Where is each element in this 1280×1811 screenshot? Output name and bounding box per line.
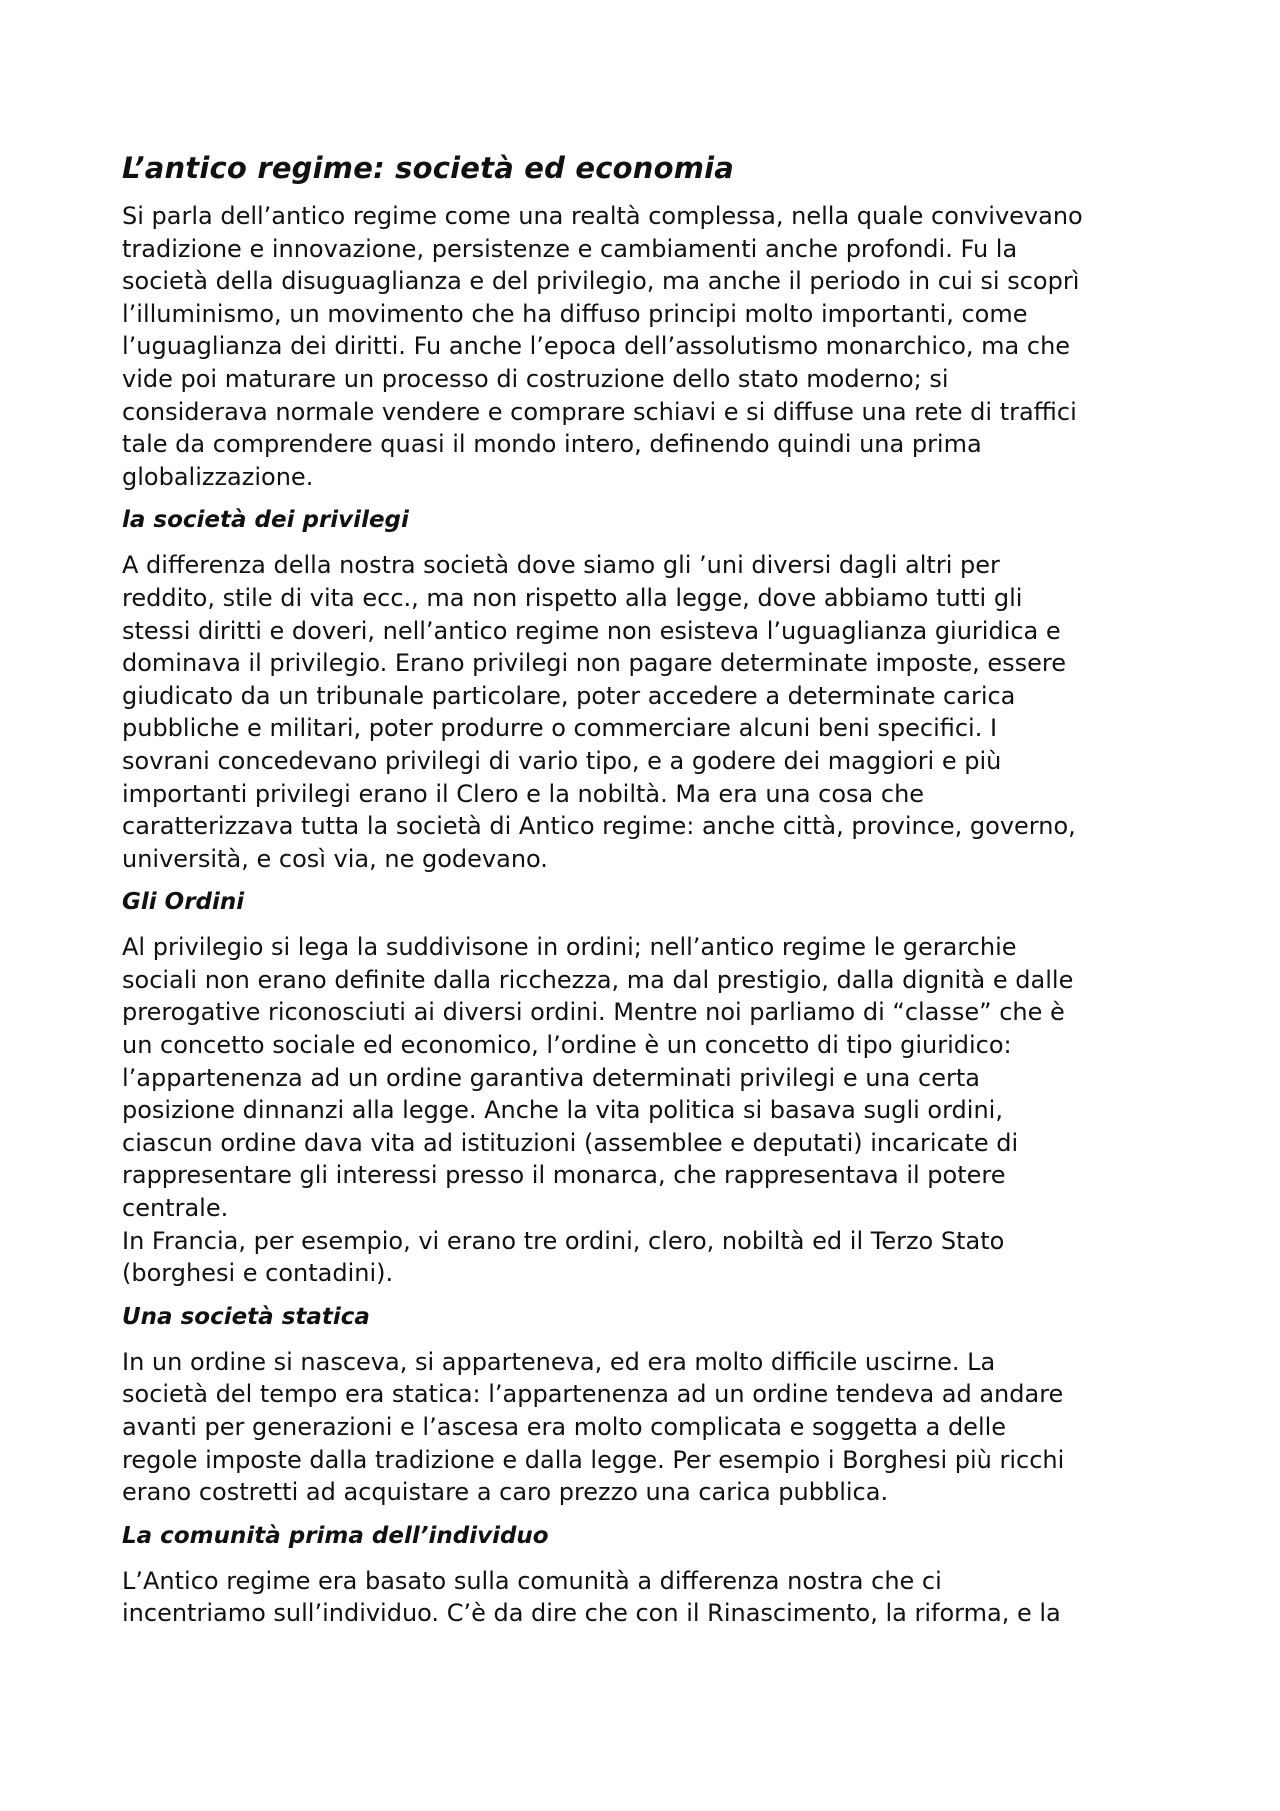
text-line: pubbliche e militari, poter produrre o commerciare alcuni beni specifici. I: [122, 714, 998, 743]
text-line: giudicato da un tribunale particolare, poter accedere a determinate carica: [122, 681, 1016, 710]
text-line: università, e così via, ne godevano.: [122, 844, 548, 873]
section-heading-statica: Una società statica: [122, 1303, 370, 1330]
intro-paragraph: [122, 200, 1172, 493]
text-line: L’Antico regime era basato sulla comunità a differenza nostra che ci: [122, 1566, 942, 1595]
text-line: centrale.: [122, 1194, 229, 1223]
document-page: [122, 148, 1172, 1641]
section-heading-privilegi: la società dei privilegi: [122, 507, 409, 534]
text-line: erano costretti ad acquistare a caro prezzo una carica pubblica.: [122, 1478, 889, 1507]
section-paragraph: [122, 1565, 1172, 1630]
text-line: avanti per generazioni e l’ascesa era molto complicata e soggetta a delle: [122, 1413, 1007, 1441]
text-line: reddito, stile di vita ecc., ma non rispetto alla legge, dove abbiamo tutti gli: [122, 583, 1023, 612]
text-line: sovrani concedevano privilegi di vario tipo, e a godere dei maggiori e più: [122, 746, 1002, 775]
text-line: tradizione e innovazione, persistenze e cambiamenti anche profondi. Fu la: [122, 234, 1018, 263]
text-line: sociali non erano definite dalla ricchezza, ma dal prestigio, dalla dignità e dalle: [122, 965, 1074, 994]
text-line: vide poi maturare un processo di costruzione dello stato moderno; si: [122, 364, 949, 393]
text-line: Si parla dell’antico regime come una realtà complessa, nella quale convivevano: [122, 202, 1083, 230]
text-line: rappresentare gli interessi presso il monarca, che rappresentava il potere: [122, 1161, 1006, 1190]
text-line: posizione dinnanzi alla legge. Anche la vita politica si basava sugli ordini,: [122, 1096, 1003, 1125]
text-line: Al privilegio si lega la suddivisone in ordini; nell’antico regime le gerarchie: [122, 933, 1017, 962]
text-line: regole imposte dalla tradizione e dalla legge. Per esempio i Borghesi più ricchi: [122, 1445, 1065, 1474]
text-line: l’appartenenza ad un ordine garantiva determinati privilegi e una certa: [122, 1063, 980, 1092]
text-line: caratterizzava tutta la società di Antico regime: anche città, province, governo,: [122, 812, 1076, 841]
text-line: l’illuminismo, un movimento che ha diffuso principi molto importanti, come: [122, 299, 1028, 328]
text-line: dominava il privilegio. Erano privilegi non pagare determinate imposte, essere: [122, 649, 1067, 678]
text-line: prerogative riconosciuti ai diversi ordini. Mentre noi parliamo di “classe” che è: [122, 998, 1065, 1027]
document-title: L’antico regime: società ed economia: [122, 151, 735, 185]
text-line: un concetto sociale ed economico, l’ordine è un concetto di tipo giuridico:: [122, 1031, 1012, 1060]
section-heading-ordini: Gli Ordini: [122, 889, 245, 916]
text-line: società della disuguaglianza e del privilegio, ma anche il periodo in cui si scoprì: [122, 267, 1080, 296]
text-line: società del tempo era statica: l’appartenenza ad un ordine tendeva ad andare: [122, 1380, 1064, 1409]
text-line: incentriamo sull’individuo. C’è da dire che con il Rinascimento, la riforma, e la: [122, 1599, 1061, 1628]
text-line: stessi diritti e doveri, nell’antico regime non esisteva l’uguaglianza giuridica e: [122, 616, 1061, 645]
text-line: considerava normale vendere e comprare schiavi e si diffuse una rete di traffici: [122, 397, 1077, 426]
text-line: importanti privilegi erano il Clero e la nobiltà. Ma era una cosa che: [122, 779, 925, 808]
section-paragraph: [122, 931, 1172, 1290]
text-line: (borghesi e contadini).: [122, 1259, 394, 1288]
text-line: A differenza della nostra società dove siamo gli ’uni diversi dagli altri per: [122, 551, 1000, 580]
text-line: ciascun ordine dava vita ad istituzioni (assemblee e deputati) incaricate di: [122, 1128, 1019, 1157]
text-line: In un ordine si nasceva, si apparteneva, ed era molto difficile uscirne. La: [122, 1347, 996, 1376]
section-paragraph: [122, 549, 1172, 875]
section-paragraph: [122, 1346, 1172, 1509]
text-line: tale da comprendere quasi il mondo intero, definendo quindi una prima: [122, 430, 982, 459]
section-heading-comunita: La comunità prima dell’individuo: [122, 1522, 549, 1549]
text-line: In Francia, per esempio, vi erano tre ordini, clero, nobiltà ed il Terzo Stato: [122, 1226, 1005, 1255]
text-line: l’uguaglianza dei diritti. Fu anche l’epoca dell’assolutismo monarchico, ma che: [122, 332, 1071, 361]
text-line: globalizzazione.: [122, 462, 314, 491]
